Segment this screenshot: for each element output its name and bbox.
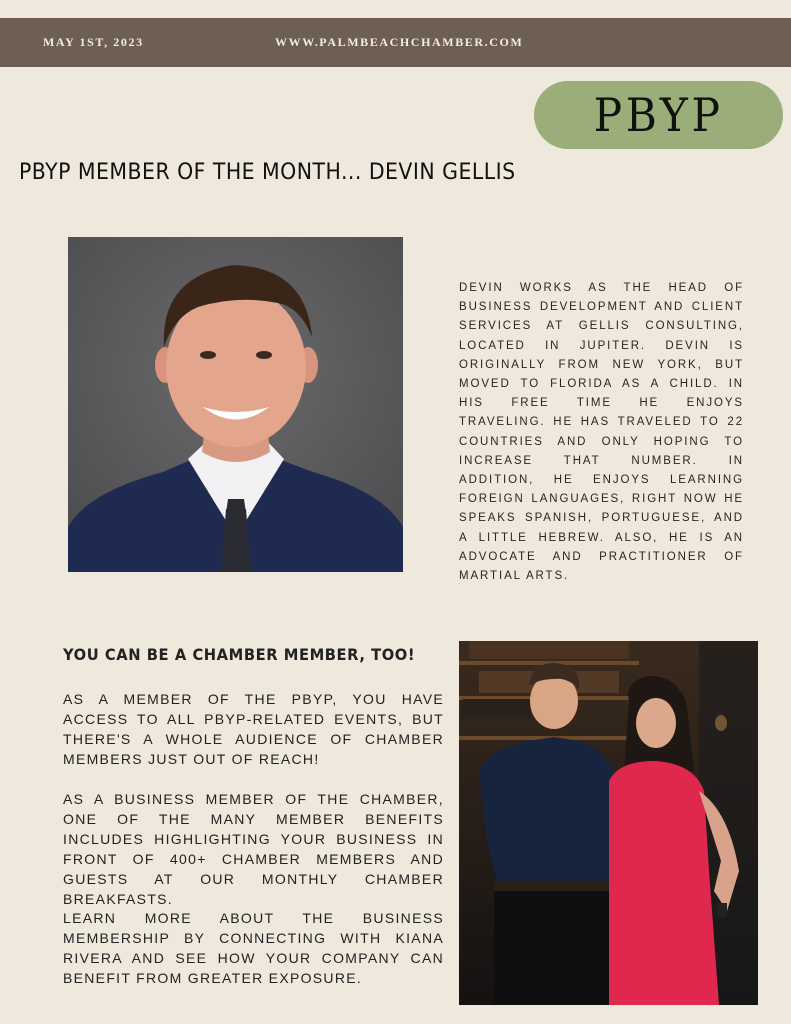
member-portrait-photo bbox=[68, 237, 403, 572]
badge-label: PBYP bbox=[593, 88, 724, 142]
pbyp-badge bbox=[534, 81, 783, 149]
chamber-paragraph-3: LEARN MORE ABOUT THE BUSINESS MEMBERSHIP BY CONNECTING WITH KIANA RIVERA AND SEE HOW YOUR COMPANY CAN BENEFIT FROM GREATER EXPOSURE. bbox=[63, 910, 444, 986]
chamber-paragraph-1: AS A MEMBER OF THE PBYP, YOU HAVE ACCESS TO ALL PBYP-RELATED EVENTS, BUT THERE'S A WHOLE AUDIENCE OF CHAMBER MEMBERS JUST OUT OF REACH! bbox=[63, 691, 444, 767]
issue-date: MAY 1ST, 2023 bbox=[43, 35, 144, 49]
event-photo bbox=[459, 641, 758, 1005]
chamber-paragraph-2: AS A BUSINESS MEMBER OF THE CHAMBER, ONE OF THE MANY MEMBER BENEFITS INCLUDES HIGHLIGHTING YOUR BUSINESS IN FRONT OF 400+ CHAMBER MEMBERS AND GUESTS AT OUR MONTHLY CHAMBER BREAKFASTS. bbox=[63, 791, 444, 907]
website-link[interactable]: WWW.PALMBEACHCHAMBER.COM bbox=[275, 35, 524, 49]
chamber-section-title: YOU CAN BE A CHAMBER MEMBER, TOO! bbox=[63, 645, 416, 664]
header-bar bbox=[0, 18, 791, 67]
member-bio: DEVIN WORKS AS THE HEAD OF BUSINESS DEVELOPMENT AND CLIENT SERVICES AT GELLIS CONSULTING, LOCATED IN JUPITER. DEVIN IS ORIGINALLY FROM NEW YORK, BUT MOVED TO FLORIDA AS A CHILD. IN HIS FREE TIME HE ENJOYS TRAVELING. HE HAS TRAVELED TO 22 COUNTRIES AND ONLY HOPING TO INCREASE THAT NUMBER. IN ADDITION, HE ENJOYS LEARNING FOREIGN LANGUAGES, RIGHT NOW HE SPEAKS SPANISH, PORTUGUESE, AND A LITTLE HEBREW. ALSO, HE IS AN ADVOCATE AND PRACTITIONER OF MARTIAL ARTS. bbox=[459, 282, 744, 583]
page-title: PBYP MEMBER OF THE MONTH... DEVIN GELLIS bbox=[19, 160, 516, 185]
